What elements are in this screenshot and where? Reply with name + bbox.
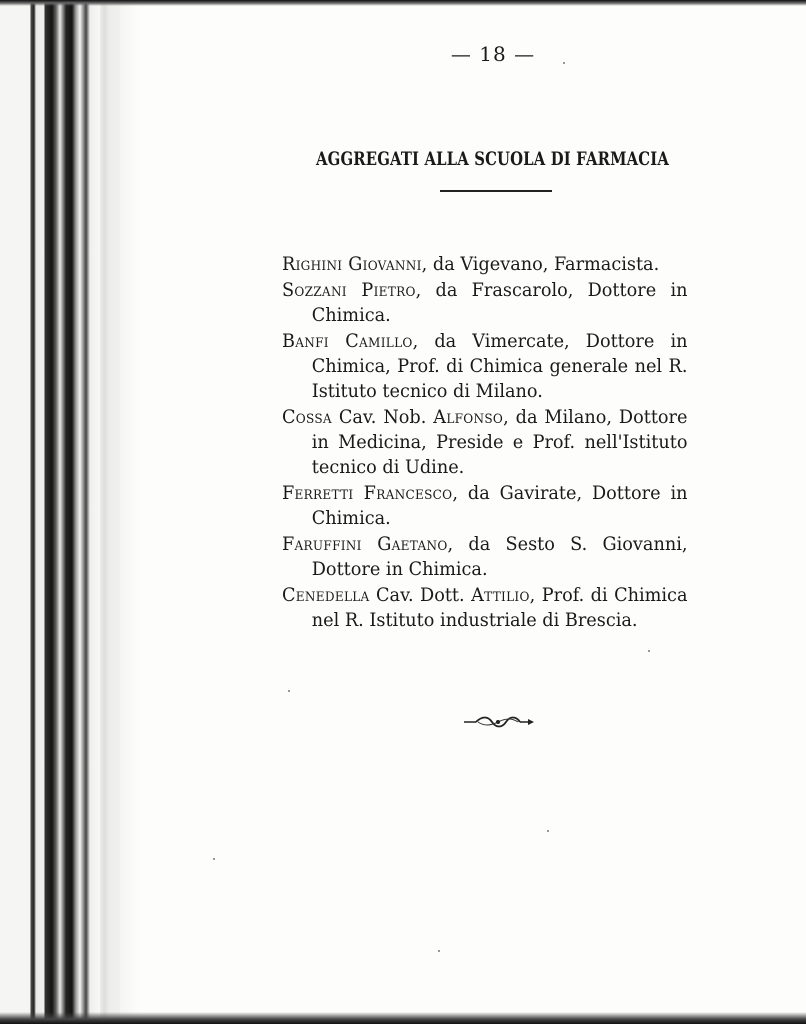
list-item xyxy=(282,278,687,328)
member-title: Cav. Dott. xyxy=(369,584,472,606)
list-item xyxy=(282,252,687,277)
member-given-name: Alfonso xyxy=(433,406,504,428)
speck xyxy=(547,830,549,832)
member-given-name: Attilio xyxy=(471,584,530,606)
page-number: — 18 — xyxy=(450,42,536,66)
member-title: Cav. Nob. xyxy=(331,406,434,428)
speck xyxy=(288,690,290,692)
page-top-edge xyxy=(0,0,806,6)
member-name: Faruffini Gaetano xyxy=(282,533,448,555)
ornament-icon xyxy=(462,712,534,732)
member-list xyxy=(282,252,687,634)
list-item xyxy=(282,583,687,633)
gutter-shadow xyxy=(100,0,140,1024)
speck xyxy=(563,62,565,64)
member-details: , da Frascarolo, Dottore in Chimica. xyxy=(311,279,688,326)
list-item xyxy=(282,532,687,582)
page-bottom-edge xyxy=(0,1012,806,1024)
member-details: , da Vigevano, Farmacista. xyxy=(421,253,660,275)
member-details: , da Gavirate, Dottore in Chimica. xyxy=(311,482,688,529)
member-details: , Prof. di Chimica nel R. Istituto industriale di Brescia. xyxy=(311,584,688,631)
member-surname: Cenedella xyxy=(282,584,370,606)
member-name: Sozzani Pietro xyxy=(282,279,416,301)
speck xyxy=(213,858,215,860)
list-item xyxy=(282,481,687,531)
speck xyxy=(648,650,650,652)
list-item xyxy=(282,329,687,404)
member-name: Righini Giovanni xyxy=(282,253,422,275)
member-details: , da Sesto S. Giovanni, Dottore in Chimica. xyxy=(311,533,688,580)
member-surname: Cossa xyxy=(282,406,332,428)
member-details: , da Milano, Dottore in Medicina, Preside e Prof. nell'Istituto tecnico di Udine. xyxy=(311,406,688,478)
member-details: , da Vimercate, Dottore in Chimica, Prof. di Chimica generale nel R. Istituto tecnico di Milano. xyxy=(311,330,688,402)
list-item xyxy=(282,405,687,480)
member-name: Ferretti Francesco xyxy=(282,482,453,504)
member-name: Banfi Camillo xyxy=(282,330,413,352)
section-heading: AGGREGATI ALLA SCUOLA DI FARMACIA xyxy=(316,148,669,170)
heading-rule xyxy=(440,190,552,192)
speck xyxy=(438,950,440,952)
